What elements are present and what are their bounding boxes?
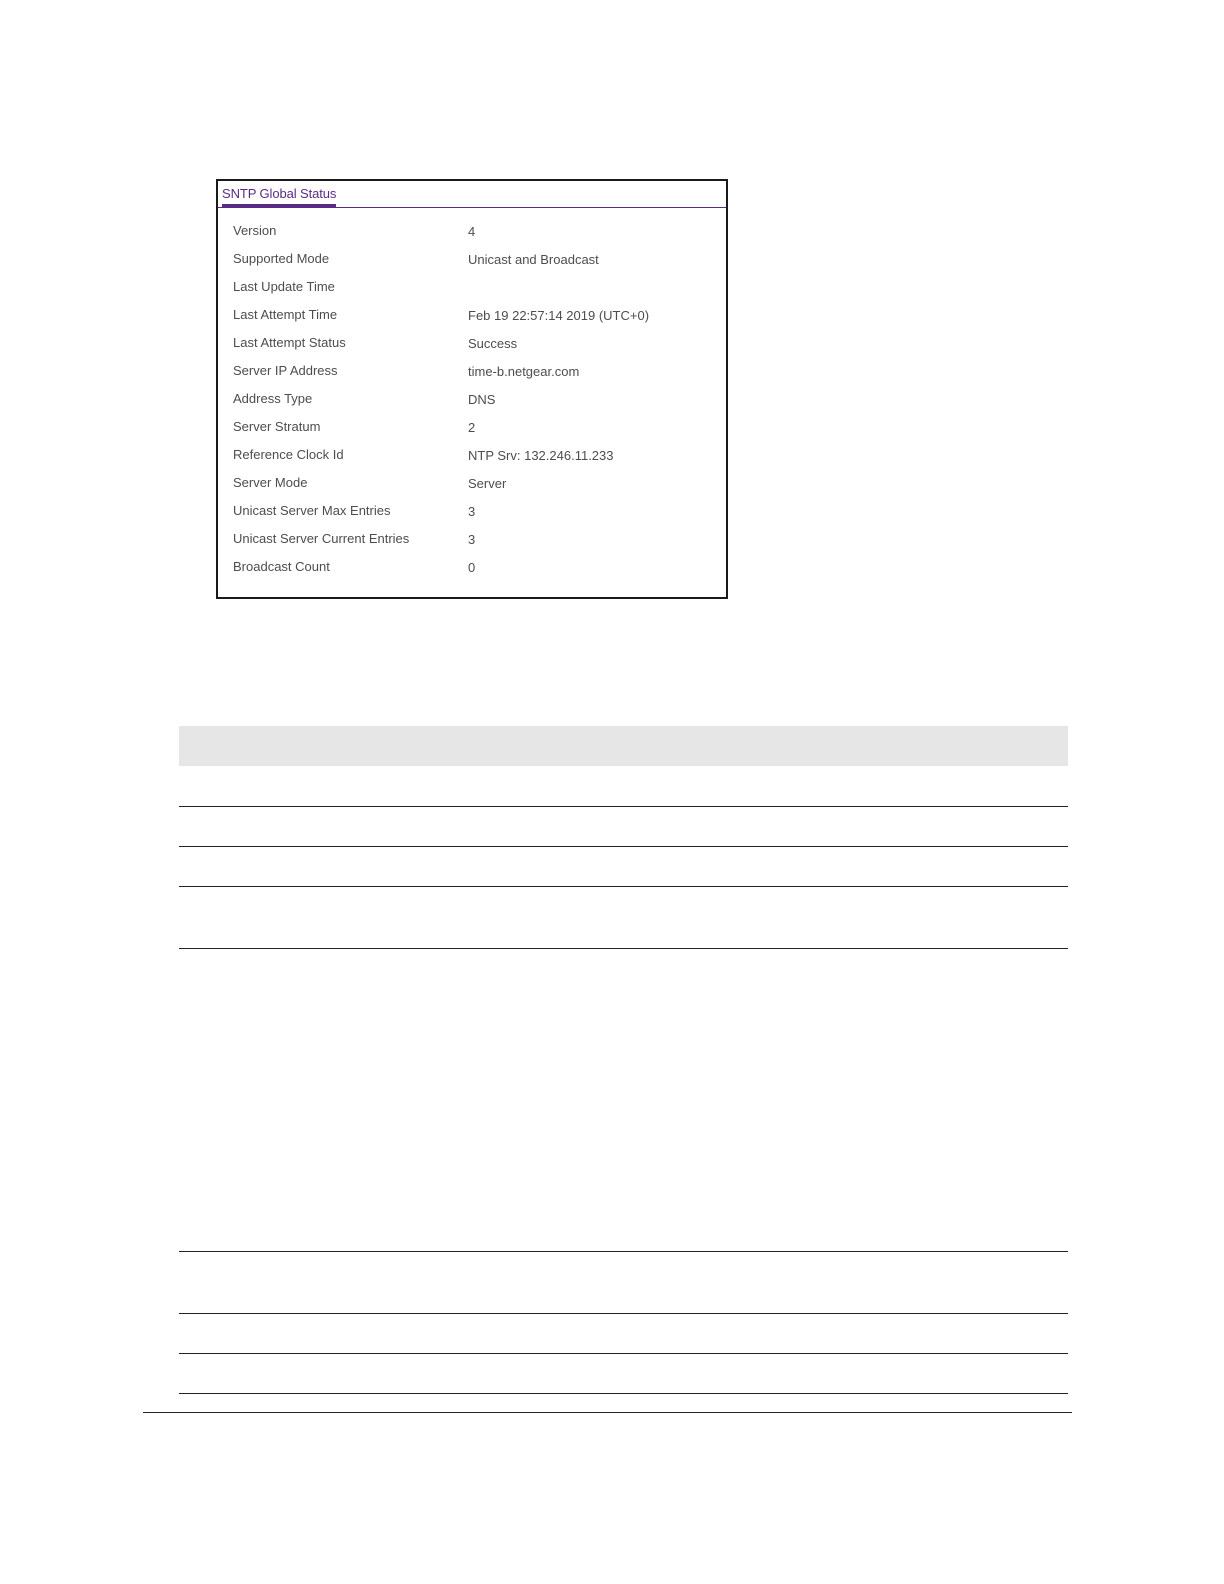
panel-header — [218, 181, 726, 208]
status-label: Address Type — [233, 391, 313, 406]
status-label: Server Stratum — [233, 419, 321, 434]
status-row-last-update-time — [218, 275, 726, 303]
table-row — [179, 1314, 1068, 1354]
table-row — [179, 766, 1068, 807]
status-row-last-attempt-time — [218, 303, 726, 331]
status-row-server-ip-address — [218, 359, 726, 387]
status-row-supported-mode — [218, 247, 726, 275]
status-label: Reference Clock Id — [233, 447, 344, 462]
status-row-address-type — [218, 387, 726, 415]
table-header — [179, 726, 1068, 766]
status-rows — [218, 219, 726, 583]
status-label: Server IP Address — [233, 363, 338, 378]
status-value: Unicast and Broadcast — [468, 252, 599, 267]
status-value: Success — [468, 336, 518, 351]
status-value: 2 — [468, 420, 476, 435]
status-row-version — [218, 219, 726, 247]
table-row — [179, 949, 1068, 1252]
status-row-reference-clock-id — [218, 443, 726, 471]
status-value: NTP Srv: 132.246.11.233 — [468, 448, 614, 463]
table-row — [179, 807, 1068, 847]
status-label: Version — [233, 223, 277, 238]
status-row-unicast-server-current-entries — [218, 527, 726, 555]
sntp-global-status-panel — [216, 179, 728, 599]
panel-title: SNTP Global Status — [222, 186, 336, 207]
status-label: Supported Mode — [233, 251, 330, 266]
status-label: Unicast Server Current Entries — [233, 531, 410, 546]
status-label: Last Attempt Status — [233, 335, 346, 350]
status-label: Last Attempt Time — [233, 307, 338, 322]
status-value: time-b.netgear.com — [468, 364, 580, 379]
status-value: 4 — [468, 224, 476, 239]
table-row — [179, 1252, 1068, 1314]
status-label: Server Mode — [233, 475, 308, 490]
status-row-broadcast-count — [218, 555, 726, 583]
status-value: DNS — [468, 392, 496, 407]
status-row-unicast-server-max-entries — [218, 499, 726, 527]
status-row-server-stratum — [218, 415, 726, 443]
status-label: Broadcast Count — [233, 559, 330, 574]
status-value: 3 — [468, 532, 476, 547]
status-value: 3 — [468, 504, 476, 519]
table-row — [179, 1354, 1068, 1394]
status-label: Last Update Time — [233, 279, 335, 294]
footer-divider — [143, 1412, 1072, 1413]
status-label: Unicast Server Max Entries — [233, 503, 391, 518]
table-row — [179, 847, 1068, 887]
status-value: Feb 19 22:57:14 2019 (UTC+0) — [468, 308, 650, 323]
field-description-table — [179, 726, 1068, 1394]
table-row — [179, 887, 1068, 949]
status-row-last-attempt-status — [218, 331, 726, 359]
status-row-server-mode — [218, 471, 726, 499]
status-value: Server — [468, 476, 507, 491]
status-value: 0 — [468, 560, 476, 575]
